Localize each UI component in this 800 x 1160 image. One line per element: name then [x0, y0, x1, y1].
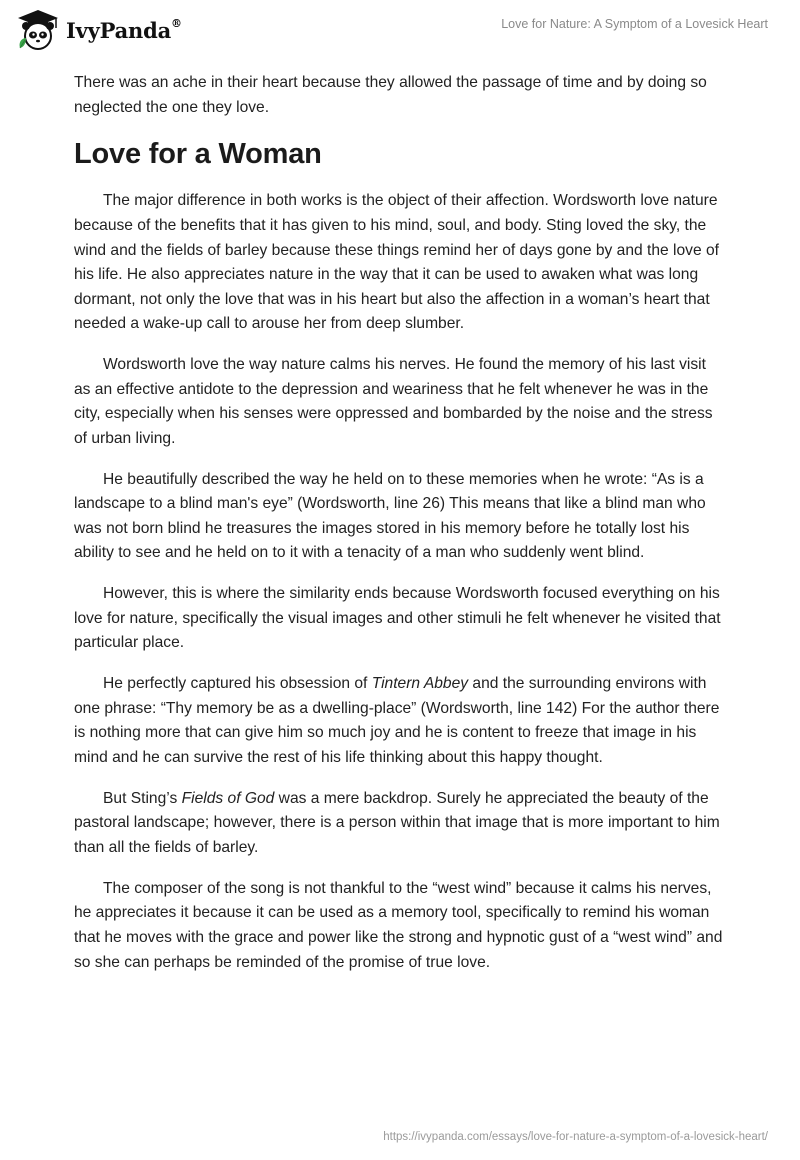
paragraph-6: But Sting’s Fields of God was a mere backdrop. Surely he appreciated the beauty of the pastoral landscape; however, there is a person within that image that is more important to him than all the fields of barley.: [74, 789, 720, 856]
paragraph-4: However, this is where the similarity ends because Wordsworth focused everything on his love for nature, specifically the visual images and other stimuli he felt whenever he visited that particular place.: [74, 585, 721, 652]
registered-mark: ®: [171, 16, 182, 30]
paragraph-1: The major difference in both works is the object of their affection. Wordsworth love nature because of the benefits that it has given to his mind, soul, and body. Sting loved the sky, the wind and the fields of barley because these things remind her of days gone by and the love of his life. He also appreciates nature in the way that it can be used to awaken what was long dormant, not only the love that was in his heart but also the affection in a woman’s heart that needed a wake-up call to arouse her from deep slumber.: [74, 192, 719, 333]
paragraph-3: He beautifully described the way he held on to these memories when he wrote: “As is a landscape to a blind man's eye” (Wordsworth, line 26) This means that like a blind man who was not born blind he treasures the images stored in his memory before he totally lost his ability to see and he held on to it with a tenacity of a man who suddenly went blind.: [74, 470, 706, 562]
intro-paragraph: There was an ache in their heart because they allowed the passage of time and by doing so neglected the one they love.: [74, 74, 707, 116]
italic-title-tintern-abbey: Tintern Abbey: [371, 675, 469, 693]
brand-name: IvyPanda®: [66, 16, 182, 43]
essay-body: [74, 71, 726, 991]
document-title: Love for Nature: A Symptom of a Lovesick Heart: [501, 17, 768, 31]
paragraph-5: He perfectly captured his obsession of Tintern Abbey and the surrounding environs with one phrase: “Thy memory be as a dwelling-place” (Wordsworth, line 142) For the author there is nothing more that can give him so much joy and he is content to freeze that image in his mind and he can survive the rest of his life thinking about this happy thought.: [74, 675, 720, 766]
source-url[interactable]: https://ivypanda.com/essays/love-for-nature-a-symptom-of-a-lovesick-heart/: [383, 1131, 768, 1143]
ivypanda-logo[interactable]: [14, 8, 182, 52]
panda-graduate-icon: [14, 8, 62, 52]
paragraph-7: The composer of the song is not thankful to the “west wind” because it calms his nerves, he appreciates it because it can be used as a memory tool, specifically to remind his woman that he moves with the grace and power like the strong and hypnotic gust of a “west wind” and so she can perhaps be reminded of the promise of true love.: [74, 879, 723, 971]
section-heading: Love for a Woman: [74, 138, 322, 171]
paragraph-2: Wordsworth love the way nature calms his nerves. He found the memory of his last visit as an effective antidote to the depression and weariness that he felt whenever he was in the city, especially when his senses were oppressed and bombarded by the noise and the stress of urban living.: [74, 356, 713, 447]
italic-title-fields-of-god: Fields of God: [181, 789, 275, 807]
page-header: [0, 0, 800, 62]
